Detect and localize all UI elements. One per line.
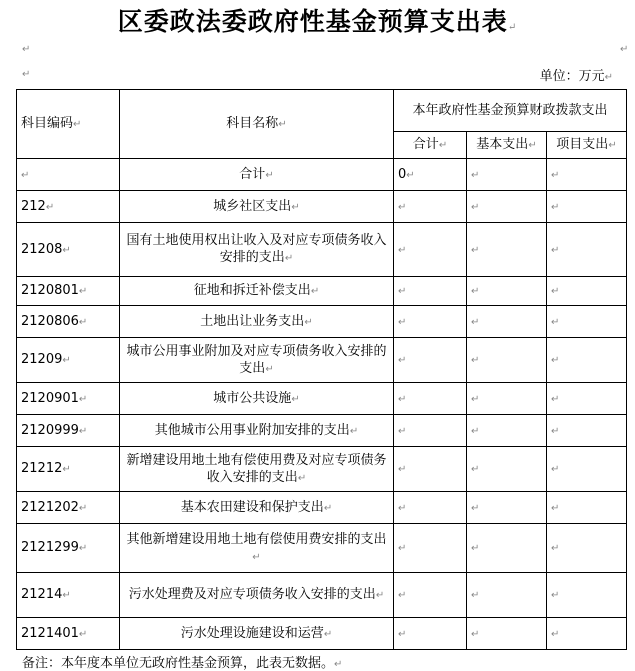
header-project [547, 132, 627, 159]
row-code [17, 338, 120, 383]
paragraph-mark: ↵ [265, 169, 274, 181]
paragraph-mark: ↵ [21, 169, 30, 181]
row-code [17, 524, 120, 573]
paragraph-mark: ↵ [471, 425, 480, 437]
paragraph-mark: ↵ [78, 425, 88, 437]
paragraph-mark: ↵ [265, 363, 274, 375]
paragraph-mark: ↵ [252, 551, 261, 563]
row-name-text: 城市公共设施 [213, 390, 292, 406]
paragraph-mark: ↵ [551, 244, 560, 256]
table-row [17, 277, 627, 306]
unit-text: 单位：万元 [539, 69, 605, 84]
header-code [17, 90, 120, 159]
paragraph-mark: ↵ [471, 286, 480, 297]
row-total [394, 415, 467, 447]
paragraph-mark: ↵ [471, 316, 480, 328]
paragraph-mark: ↵ [471, 543, 480, 554]
paragraph-mark: ↵ [398, 244, 407, 256]
row-project [547, 223, 627, 277]
header-group [394, 90, 627, 132]
paragraph-mark: ↵ [398, 393, 407, 405]
paragraph-mark: ↵ [73, 119, 82, 130]
header-basic [467, 132, 547, 159]
paragraph-mark: ↵ [78, 393, 88, 405]
paragraph-mark: ↵ [398, 201, 407, 213]
paragraph-mark: ↵ [334, 659, 343, 670]
paragraph-mark: ↵ [471, 244, 480, 256]
table-row [17, 338, 627, 383]
total-row-total [394, 159, 467, 191]
row-name [120, 223, 394, 277]
paragraph-mark: ↵ [398, 316, 407, 328]
table-row [17, 524, 627, 573]
table-row [17, 191, 627, 223]
paragraph-mark: ↵ [78, 502, 88, 514]
row-code-text: 21209 [21, 352, 63, 367]
row-total [394, 383, 467, 415]
row-code [17, 447, 120, 492]
paragraph-mark: ↵ [551, 169, 560, 181]
paragraph-mark: ↵ [22, 44, 31, 55]
row-code [17, 383, 120, 415]
table-row [17, 492, 627, 524]
paragraph-mark: ↵ [304, 316, 313, 328]
row-basic [467, 573, 547, 618]
paragraph-mark: ↵ [551, 393, 560, 405]
paragraph-mark: ↵ [297, 472, 307, 484]
row-name-text: 基本农田建设和保护支出 [180, 499, 324, 515]
table-row [17, 223, 627, 277]
row-name-text: 城乡社区支出 [213, 198, 292, 214]
row-name [120, 415, 394, 447]
paragraph-mark: ↵ [551, 316, 560, 328]
paragraph-mark: ↵ [291, 201, 300, 213]
paragraph-mark: ↵ [620, 44, 629, 55]
row-name [120, 306, 394, 338]
row-name-text: 城市公用事业附加及对应专项债务收入安排的支出 [126, 343, 387, 376]
row-project [547, 415, 627, 447]
row-code-text: 2120901 [21, 390, 79, 406]
row-code-text: 2121202 [21, 499, 79, 515]
row-basic [467, 618, 547, 650]
paragraph-mark: ↵ [62, 590, 71, 601]
unit-label [540, 65, 613, 84]
row-project [547, 492, 627, 524]
row-code [17, 191, 120, 223]
paragraph-mark: ↵ [62, 355, 71, 366]
paragraph-mark: ↵ [291, 393, 300, 405]
header-name-label: 科目名称 [226, 116, 279, 131]
row-basic [467, 223, 547, 277]
paragraph-mark: ↵ [323, 628, 333, 640]
paragraph-mark: ↵ [551, 628, 560, 640]
paragraph-mark: ↵ [406, 169, 415, 181]
row-code [17, 492, 120, 524]
total-row-code [17, 159, 120, 191]
paragraph-mark: ↵ [551, 425, 560, 437]
footnote [22, 652, 342, 671]
row-project [547, 306, 627, 338]
row-name-text: 国有土地使用权出让收入及对应专项债务收入安排的支出 [126, 233, 387, 265]
paragraph-mark: ↵ [78, 543, 88, 554]
header-basic-label: 基本支出 [476, 137, 529, 152]
paragraph-mark: ↵ [551, 355, 560, 366]
row-basic [467, 492, 547, 524]
row-total [394, 277, 467, 306]
row-code-text: 21212 [21, 461, 63, 476]
row-basic [467, 306, 547, 338]
row-name-text: 污水处理设施建设和运营 [180, 625, 324, 641]
row-name-text: 污水处理费及对应专项债务收入安排的支出 [128, 587, 376, 602]
row-name [120, 277, 394, 306]
paragraph-mark: ↵ [375, 590, 385, 601]
paragraph-mark: ↵ [398, 464, 407, 475]
table-row [17, 383, 627, 415]
row-total [394, 338, 467, 383]
row-name [120, 573, 394, 618]
row-total [394, 524, 467, 573]
paragraph-mark: ↵ [45, 201, 55, 213]
paragraph-mark: ↵ [471, 628, 480, 640]
header-project-label: 项目支出 [556, 137, 609, 152]
paragraph-mark: ↵ [398, 590, 407, 601]
table-row [17, 573, 627, 618]
paragraph-mark: ↵ [551, 502, 560, 514]
row-code-text: 2120806 [21, 313, 79, 329]
row-name-text: 土地出让业务支出 [200, 313, 305, 329]
row-code [17, 306, 120, 338]
row-project [547, 447, 627, 492]
paragraph-mark: ↵ [471, 355, 480, 366]
paragraph-mark: ↵ [551, 590, 560, 601]
paragraph-mark: ↵ [471, 169, 480, 181]
row-code-text: 21208 [21, 241, 63, 257]
row-name [120, 338, 394, 383]
paragraph-mark: ↵ [507, 22, 518, 33]
paragraph-mark: ↵ [438, 140, 448, 151]
row-name [120, 492, 394, 524]
header-row-1 [17, 90, 627, 132]
paragraph-mark: ↵ [551, 201, 560, 213]
row-project [547, 277, 627, 306]
paragraph-mark: ↵ [608, 140, 617, 151]
paragraph-mark: ↵ [323, 502, 333, 514]
paragraph-mark: ↵ [528, 140, 537, 151]
paragraph-mark: ↵ [78, 286, 88, 297]
row-name-text: 征地和拆迁补偿支出 [193, 283, 311, 298]
paragraph-mark: ↵ [278, 119, 287, 130]
row-code [17, 618, 120, 650]
row-code [17, 277, 120, 306]
paragraph-mark: ↵ [551, 286, 560, 297]
paragraph-mark: ↵ [22, 69, 31, 80]
row-total [394, 573, 467, 618]
row-total [394, 191, 467, 223]
row-name-text: 其他新增建设用地土地有偿使用费安排的支出 [126, 531, 387, 547]
row-total [394, 492, 467, 524]
header-name [120, 90, 394, 159]
row-project [547, 524, 627, 573]
paragraph-mark: ↵ [62, 464, 71, 475]
row-code-text: 212 [21, 198, 46, 214]
paragraph-mark: ↵ [310, 286, 320, 297]
paragraph-mark: ↵ [471, 502, 480, 514]
row-project [547, 191, 627, 223]
header-total-label: 合计 [412, 137, 439, 152]
paragraph-mark: ↵ [471, 590, 480, 601]
paragraph-mark: ↵ [398, 543, 407, 554]
header-code-label: 科目编码 [21, 116, 74, 131]
total-row-project [547, 159, 627, 191]
total-row-name [120, 159, 394, 191]
row-code-text: 2121401 [21, 625, 79, 641]
paragraph-mark: ↵ [471, 201, 480, 213]
paragraph-mark: ↵ [551, 464, 560, 475]
row-basic [467, 415, 547, 447]
table-row [17, 447, 627, 492]
row-name [120, 191, 394, 223]
paragraph-mark: ↵ [398, 502, 407, 514]
row-name-text: 其他城市公用事业附加安排的支出 [154, 422, 350, 438]
row-code [17, 573, 120, 618]
table-row [17, 415, 627, 447]
paragraph-mark: ↵ [471, 464, 480, 475]
row-name-text: 新增建设用地土地有偿使用费及对应专项债务收入安排的支出 [126, 452, 387, 485]
row-basic [467, 447, 547, 492]
row-total [394, 618, 467, 650]
total-row-basic [467, 159, 547, 191]
paragraph-mark: ↵ [398, 425, 407, 437]
paragraph-mark: ↵ [604, 72, 613, 83]
paragraph-mark: ↵ [78, 628, 88, 640]
row-basic [467, 191, 547, 223]
total-row [17, 159, 627, 191]
row-total [394, 447, 467, 492]
row-project [547, 338, 627, 383]
page-title [0, 2, 635, 38]
row-basic [467, 277, 547, 306]
row-code-text: 21214 [21, 587, 63, 602]
total-row-total-text: 0 [398, 166, 407, 182]
row-name [120, 447, 394, 492]
row-basic [467, 383, 547, 415]
row-name [120, 618, 394, 650]
paragraph-mark: ↵ [398, 355, 407, 366]
page-title-text: 区委政法委政府性基金预算支出表 [117, 7, 508, 36]
row-code [17, 415, 120, 447]
row-project [547, 383, 627, 415]
table-row [17, 618, 627, 650]
paragraph-mark: ↵ [471, 393, 480, 405]
row-name [120, 524, 394, 573]
paragraph-mark: ↵ [78, 316, 88, 328]
row-code-text: 2120801 [21, 283, 79, 298]
paragraph-mark: ↵ [284, 253, 294, 264]
row-basic [467, 338, 547, 383]
row-project [547, 573, 627, 618]
row-name [120, 383, 394, 415]
header-group-label: 本年政府性基金预算财政拨款支出 [412, 103, 608, 118]
paragraph-mark: ↵ [551, 543, 560, 554]
paragraph-mark: ↵ [349, 425, 359, 437]
row-basic [467, 524, 547, 573]
row-code-text: 2120999 [21, 422, 79, 438]
budget-table [16, 89, 627, 650]
table-row [17, 306, 627, 338]
row-project [547, 618, 627, 650]
paragraph-mark: ↵ [398, 628, 407, 640]
header-total [394, 132, 467, 159]
row-total [394, 223, 467, 277]
paragraph-mark: ↵ [398, 286, 407, 297]
row-code [17, 223, 120, 277]
total-row-name-text: 合计 [239, 166, 266, 182]
paragraph-mark: ↵ [62, 244, 71, 256]
row-total [394, 306, 467, 338]
row-code-text: 2121299 [21, 540, 79, 555]
footnote-text: 备注：本年度本单位无政府性基金预算，此表无数据。 [22, 656, 335, 671]
